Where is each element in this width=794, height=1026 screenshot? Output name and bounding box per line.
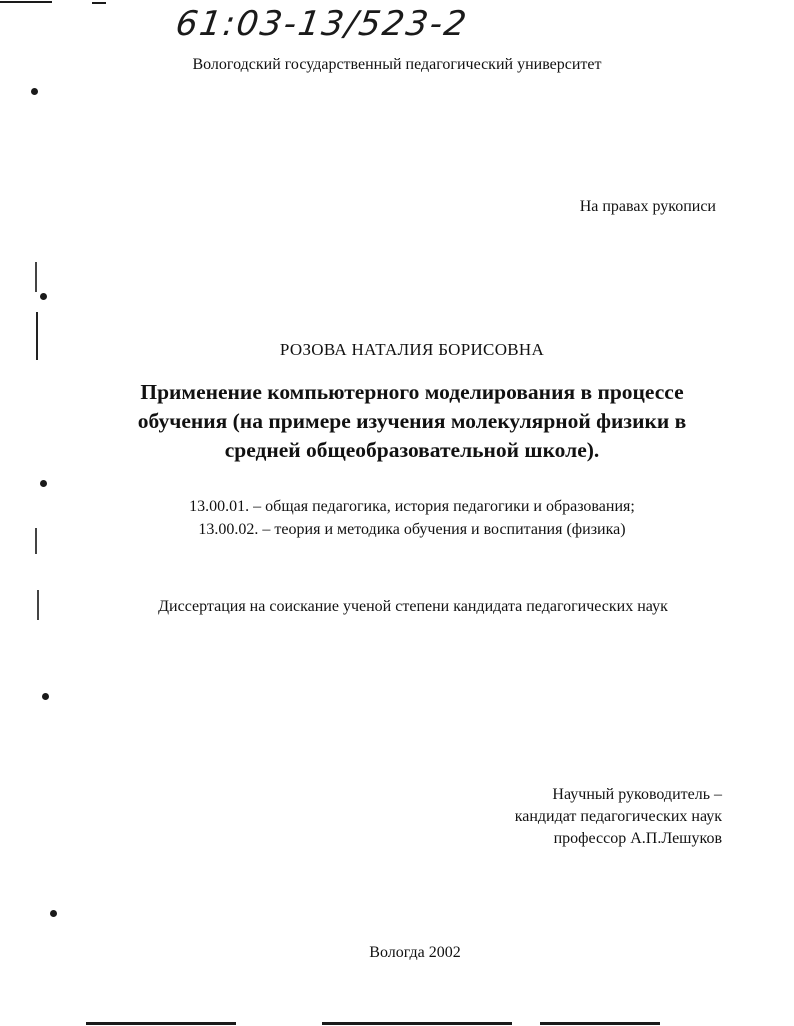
scan-edge-mark <box>0 1 52 3</box>
scan-edge-mark <box>86 1022 236 1025</box>
specialty-codes <box>60 495 764 541</box>
dissertation-type: Диссертация на соискание ученой степени кандидата педагогических наук <box>158 598 668 615</box>
scan-dot <box>40 480 47 487</box>
title-line: средней общеобразовательной школе). <box>224 438 600 462</box>
university-name: Вологодский государственный педагогический университет <box>192 56 602 73</box>
rights-note: На правах рукописи <box>579 198 716 215</box>
title-line: Применение компьютерного моделирования в процессе <box>140 380 684 404</box>
scan-margin-line <box>35 528 37 554</box>
scan-dot <box>31 88 38 95</box>
scan-edge-mark <box>540 1022 660 1025</box>
scan-dot <box>42 693 49 700</box>
supervisor-degree: кандидат педагогических наук <box>514 808 722 825</box>
scan-edge-mark <box>322 1022 512 1025</box>
specialty-line: 13.00.02. – теория и методика обучения и воспитания (физика) <box>198 521 626 538</box>
city-year: Вологда 2002 <box>369 944 461 961</box>
scan-edge-mark <box>92 2 106 4</box>
specialty-line: 13.00.01. – общая педагогика, история педагогики и образования; <box>189 498 635 515</box>
scan-dot <box>50 910 57 917</box>
dissertation-title <box>60 378 764 465</box>
supervisor-role: Научный руководитель – <box>552 786 722 803</box>
handwritten-archive-code: 61:03-13/523-2 <box>173 4 471 44</box>
supervisor-name: профессор А.П.Лешуков <box>553 830 722 847</box>
supervisor-block <box>515 784 722 850</box>
scan-dot <box>40 293 47 300</box>
author-name: РОЗОВА НАТАЛИЯ БОРИСОВНА <box>279 340 545 359</box>
title-line: обучения (на примере изучения молекулярной физики в <box>137 409 687 433</box>
scan-margin-line <box>35 262 37 292</box>
